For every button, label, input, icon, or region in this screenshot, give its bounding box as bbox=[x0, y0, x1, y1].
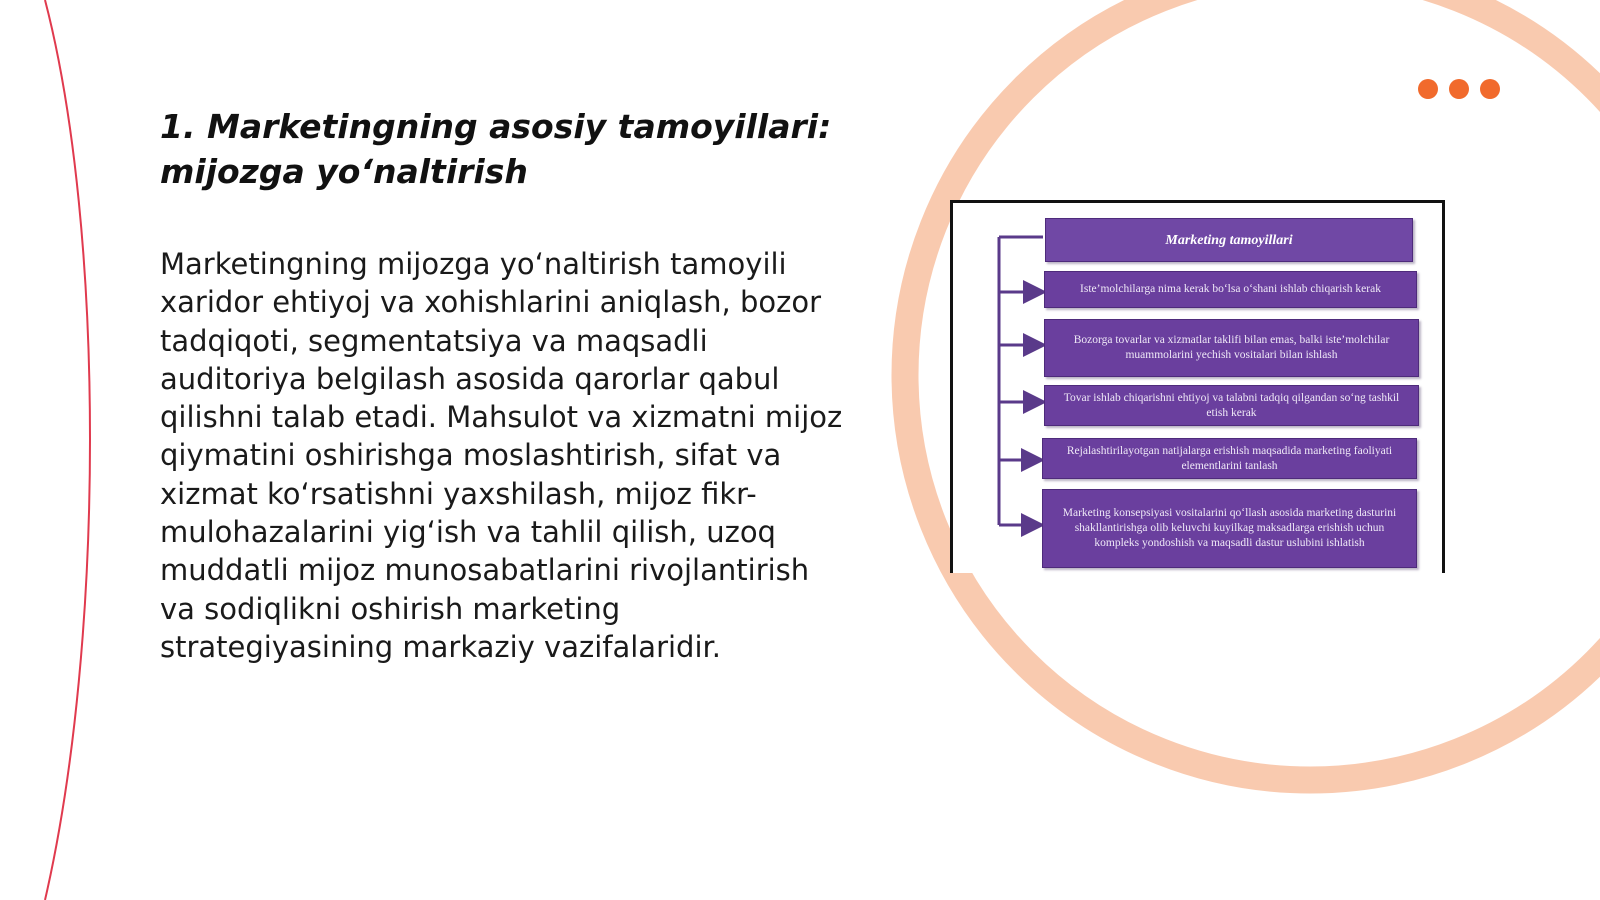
dot-2 bbox=[1449, 79, 1469, 99]
diagram-header-box: Marketing tamoyillari bbox=[1045, 218, 1413, 262]
diagram-item-4: Rejalashtirilayotgan natijalarga erishish maqsadida marketing faoliyati elementlarini tanlash bbox=[1042, 438, 1417, 479]
slide-title: 1. Marketingning asosiy tamoyillari: mijozga yo‘naltirish bbox=[160, 107, 832, 191]
slide-body-text: Marketingning mijozga yo‘naltirish tamoyili xaridor ehtiyoj va xohishlarini aniqlash, bozor tadqiqoti, segmentatsiya va maqsadli auditoriya belgilash asosida qarorlar qabul qilishni talab etadi. Mahsulot va xizmatni mijoz qiymatini oshirishga moslashtirish, sifat va xizmat ko‘rsatishni yaxshilash, mijoz fikr-mulohazalarini yig‘ish va tahlil qilish, uzoq muddatli mijoz munosabatlarini rivojlantirish va sodiqlikni oshirish marketing strategiyasining markaziy vazifalaridir. bbox=[160, 247, 843, 664]
dot-3 bbox=[1480, 79, 1500, 99]
dot-1 bbox=[1418, 79, 1438, 99]
left-red-curve bbox=[45, 0, 90, 900]
orange-dots-icon bbox=[1418, 79, 1500, 99]
marketing-principles-diagram bbox=[950, 200, 1445, 573]
diagram-item-1: Iste’molchilarga nima kerak bo‘lsa o‘shani ishlab chiqarish kerak bbox=[1044, 271, 1417, 308]
diagram-item-3: Tovar ishlab chiqarishni ehtiyoj va talabni tadqiq qilgandan so‘ng tashkil etish kerak bbox=[1044, 385, 1419, 426]
diagram-item-5: Marketing konsepsiyasi vositalarini qo‘llash asosida marketing dasturini shakllantirishga olib keluvchi kuyilkag maksadlarga erishish uchun kompleks yondoshish va maqsadli dastur uslubini ishlatish bbox=[1042, 489, 1417, 568]
diagram-item-2: Bozorga tovarlar va xizmatlar taklifi bilan emas, balki iste’molchilar muammolarini yechish vositalari bilan ishlash bbox=[1044, 319, 1419, 377]
